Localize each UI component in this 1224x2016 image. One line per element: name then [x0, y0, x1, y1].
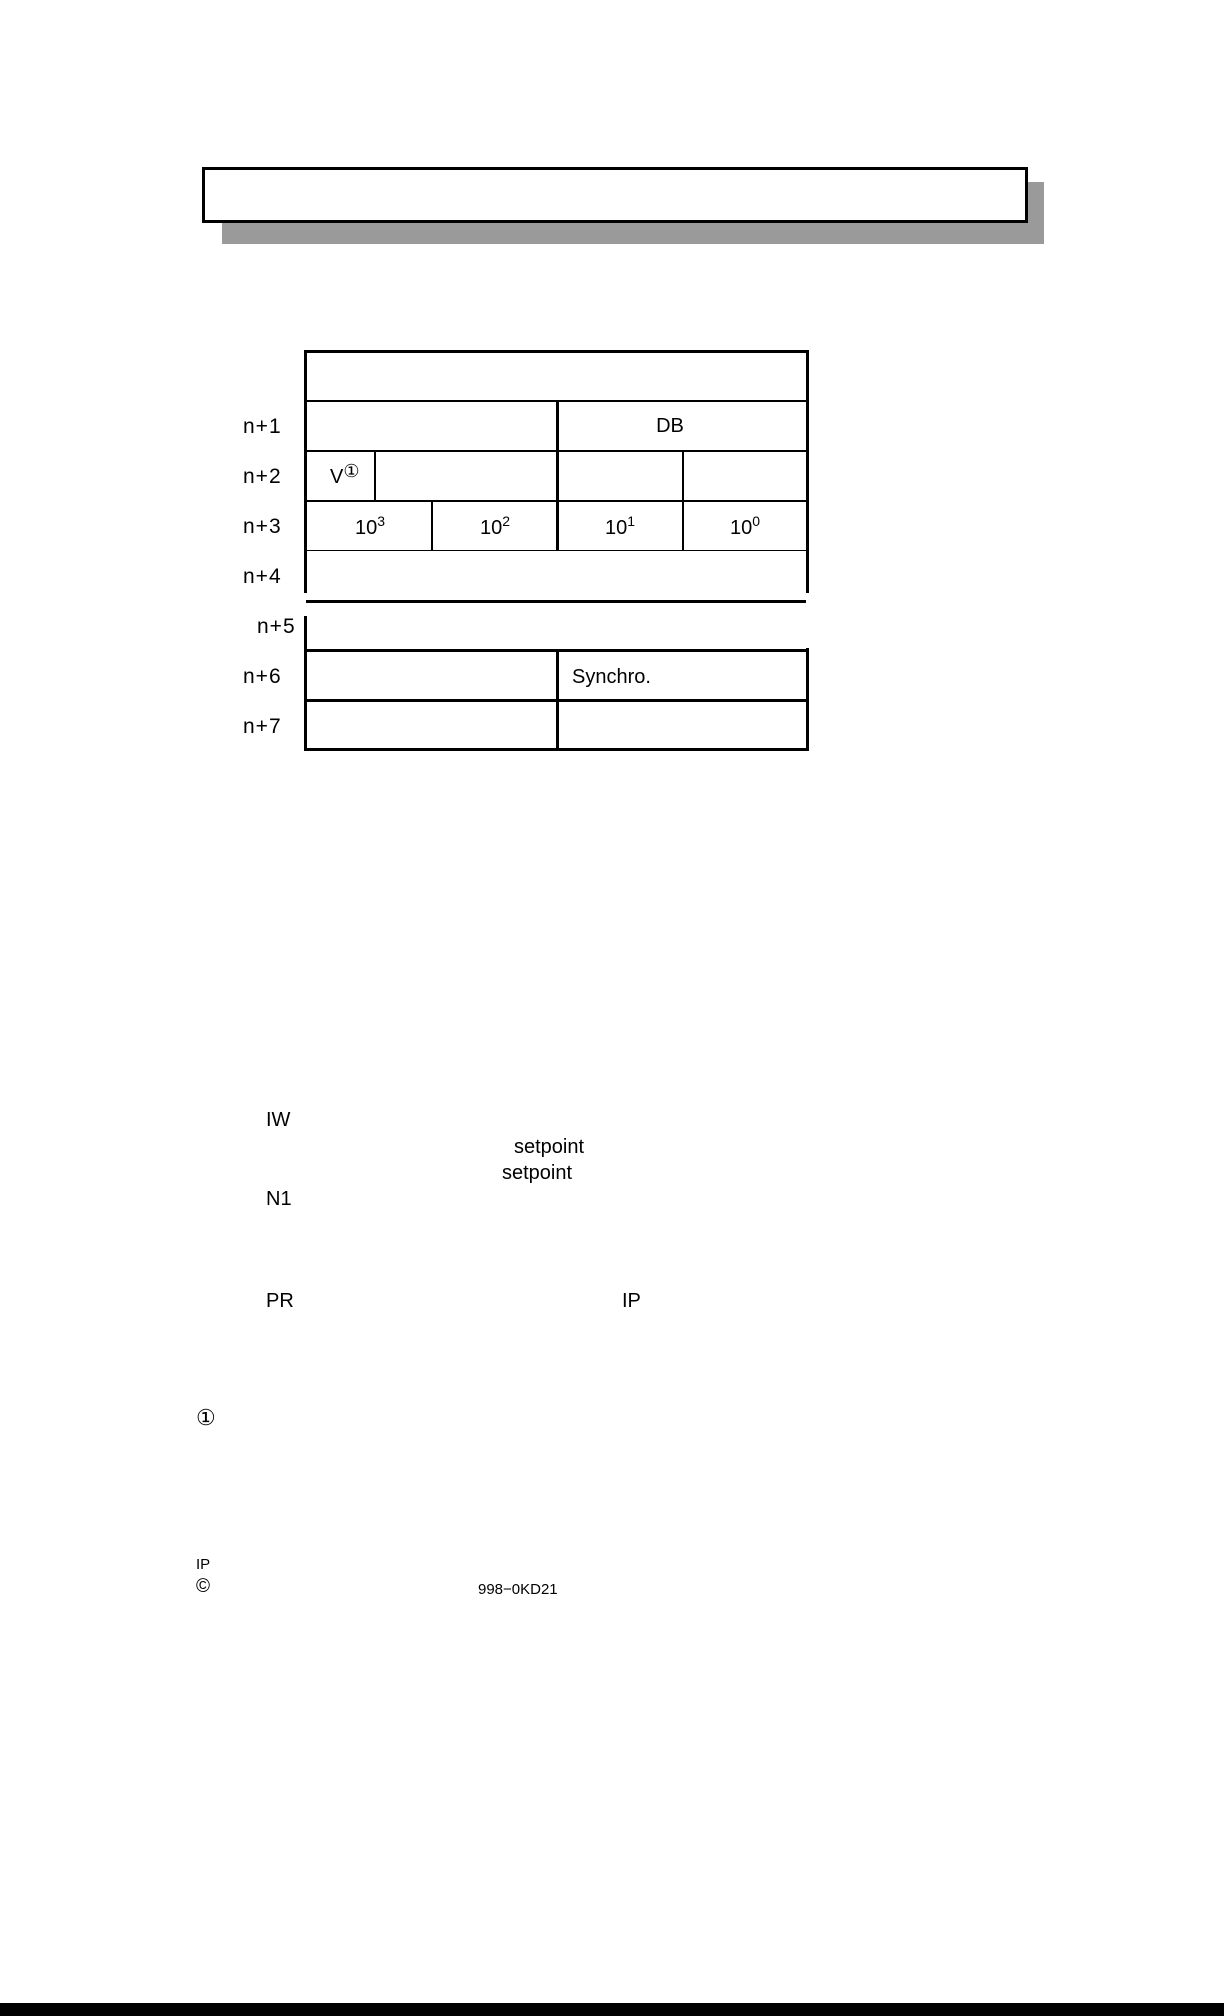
cell-10-1 [590, 513, 650, 540]
column-divider-mid-upper [556, 400, 559, 550]
footer-ip: IP [196, 1556, 211, 1573]
cell-10-3-exp: 3 [377, 513, 386, 529]
table-top-border [304, 350, 809, 353]
footer-doc-number: 998−0KD21 [478, 1581, 558, 1598]
cell-v-label: V [330, 466, 344, 488]
cell-10-0-exp: 0 [752, 513, 761, 529]
cell-db: DB [656, 415, 684, 437]
column-divider-right [682, 450, 684, 550]
row-label-n4: n+4 [243, 565, 282, 588]
cell-10-1-exp: 1 [627, 513, 636, 529]
cell-10-0-base: 10 [729, 517, 753, 539]
row-label-n2: n+2 [243, 465, 282, 488]
cell-synchro: Synchro. [572, 666, 651, 688]
row-label-n5: n+5 [257, 615, 296, 638]
cell-10-2 [465, 513, 525, 540]
text-ip: IP [622, 1290, 641, 1312]
text-iw: IW [266, 1109, 291, 1131]
cell-10-2-base: 10 [479, 517, 503, 539]
table-right-border-upper [806, 350, 809, 593]
text-n1: N1 [266, 1188, 292, 1210]
cell-10-2-exp: 2 [502, 513, 511, 529]
cell-10-0 [715, 513, 775, 540]
text-pr: PR [266, 1290, 294, 1312]
bottom-black-bar [0, 2003, 1224, 2016]
cell-10-1-base: 10 [604, 517, 628, 539]
row-label-n1: n+1 [243, 415, 282, 438]
column-divider-mid-lower [556, 650, 559, 750]
cell-v [330, 462, 375, 489]
row-divider-4 [304, 550, 809, 551]
text-setpoint-2: setpoint [502, 1162, 573, 1184]
text-setpoint-1: setpoint [514, 1136, 585, 1158]
column-divider-left [431, 500, 433, 550]
note-marker: ① [343, 461, 360, 481]
row-label-n3: n+3 [243, 515, 282, 538]
cell-10-3 [340, 513, 400, 540]
row-label-n7: n+7 [243, 715, 282, 738]
footer-copyright: © [196, 1576, 210, 1597]
title-box [202, 167, 1028, 223]
table-left-border-lower [304, 616, 307, 751]
table-left-border-upper [304, 350, 307, 593]
cell-10-3-base: 10 [354, 517, 378, 539]
row-label-n6: n+6 [243, 665, 282, 688]
footnote-marker: ① [196, 1405, 216, 1430]
row-divider-5 [306, 600, 806, 603]
